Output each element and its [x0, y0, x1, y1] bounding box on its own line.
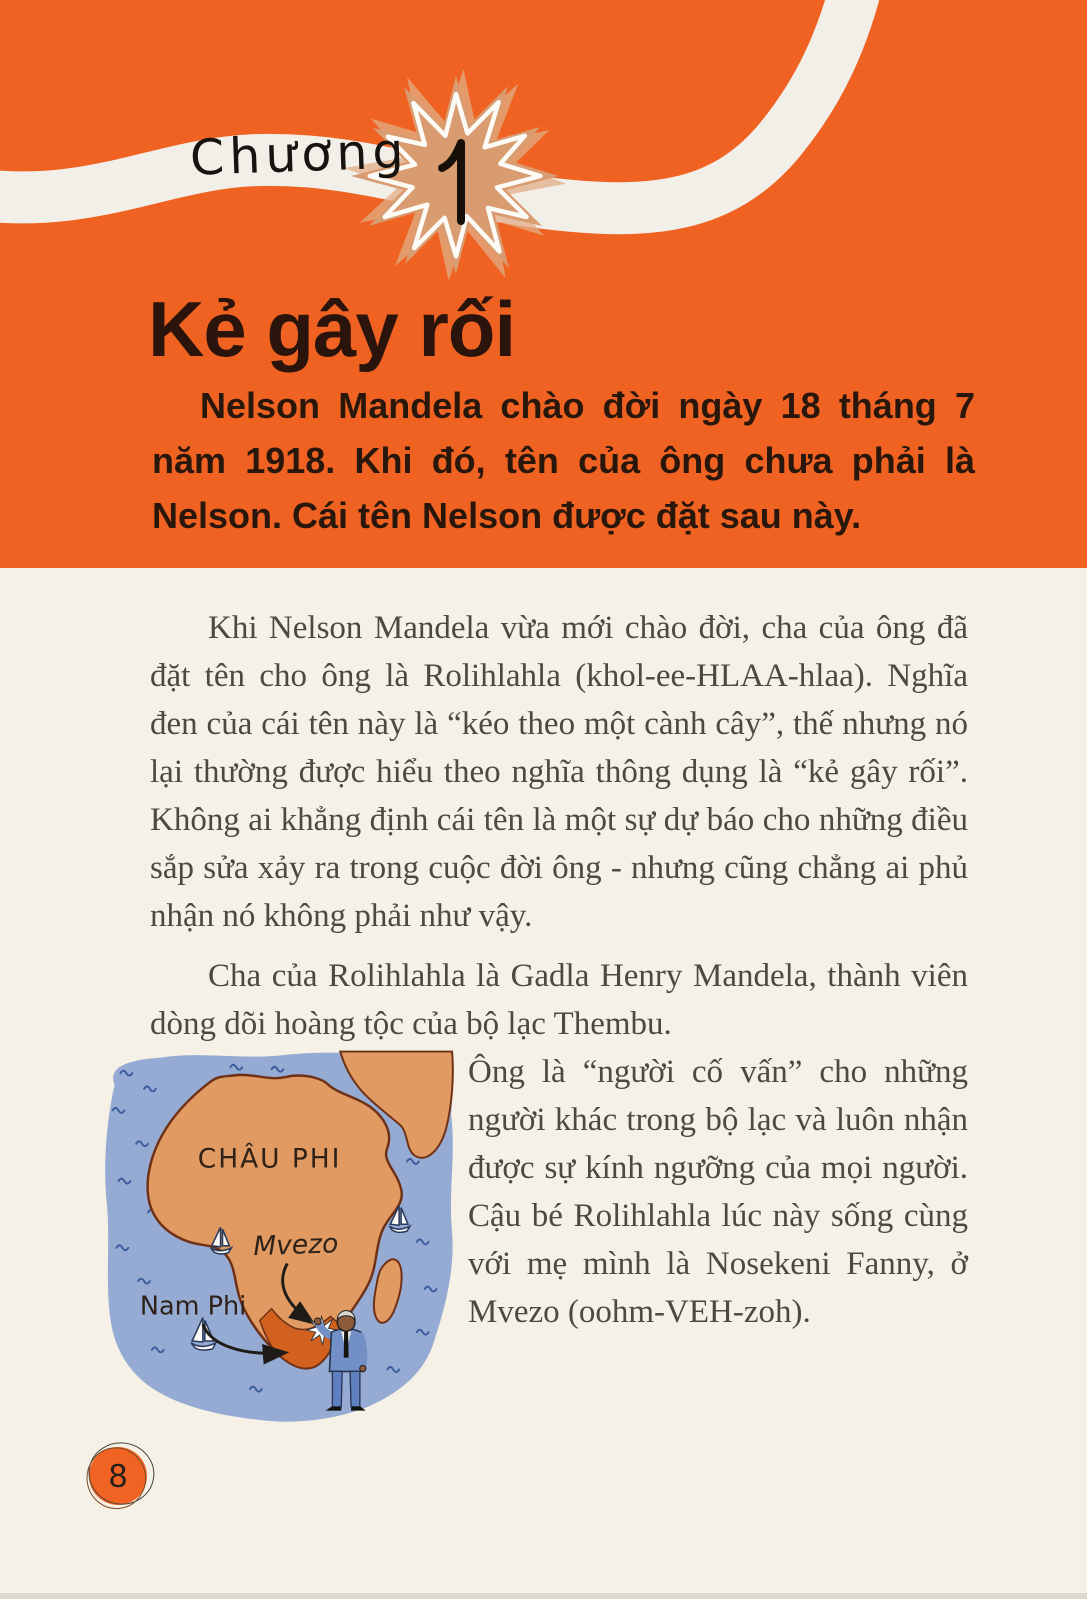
- paragraph-2-intro: Cha của Rolihlahla là Gadla Henry Mandela, thành viên dòng dõi hoàng tộc của bộ lạc Thembu.: [150, 958, 968, 1042]
- paragraph-2-wrap: Ông là “người cố vấn” cho những người khác trong bộ lạc và luôn nhận được sự kính ngưỡng của mọi người. Cậu bé Rolihlahla lúc này sống cùng với mẹ mình là Nosekeni Fanny, ở Mvezo (oohm-VEH-zoh).: [468, 1054, 968, 1330]
- map-label-continent: CHÂU PHI: [197, 1143, 342, 1175]
- map-label-nam-phi: Nam Phi: [139, 1291, 247, 1322]
- page-title: Kẻ gây rối: [148, 285, 516, 373]
- paragraph-1: Khi Nelson Mandela vừa mới chào đời, cha của ông đã đặt tên cho ông là Rolihlahla (khol-ee-HLAA-hlaa). Nghĩa đen của cái tên này là “kéo theo một cành cây”, thế nhưng nó lại thường được hiểu theo nghĩa thông dụng là “kẻ gây rối”. Không ai khẳng định cái tên là một sự dự báo cho những điều sắp sửa xảy ra trong cuộc đời ông - nhưng cũng chẳng ai phủ nhận nó không phải như vậy.: [150, 610, 968, 934]
- paragraph-2-with-map: [139, 1048, 968, 1336]
- page-number: 8: [108, 1457, 128, 1494]
- africa-map-illustration: [93, 1042, 458, 1432]
- map-label-mvezo: Mvezo: [252, 1228, 339, 1263]
- body-content: [0, 568, 1087, 1432]
- chapter-label: Chương: [189, 122, 410, 187]
- chapter-header: [0, 0, 1087, 568]
- chapter-lede: Nelson Mandela chào đời ngày 18 tháng 7 năm 1918. Khi đó, tên của ông chưa phải là Nelson. Cái tên Nelson được đặt sau này.: [152, 385, 975, 536]
- page-number-badge: [89, 1447, 147, 1505]
- page-bottom-edge: [0, 1593, 1087, 1599]
